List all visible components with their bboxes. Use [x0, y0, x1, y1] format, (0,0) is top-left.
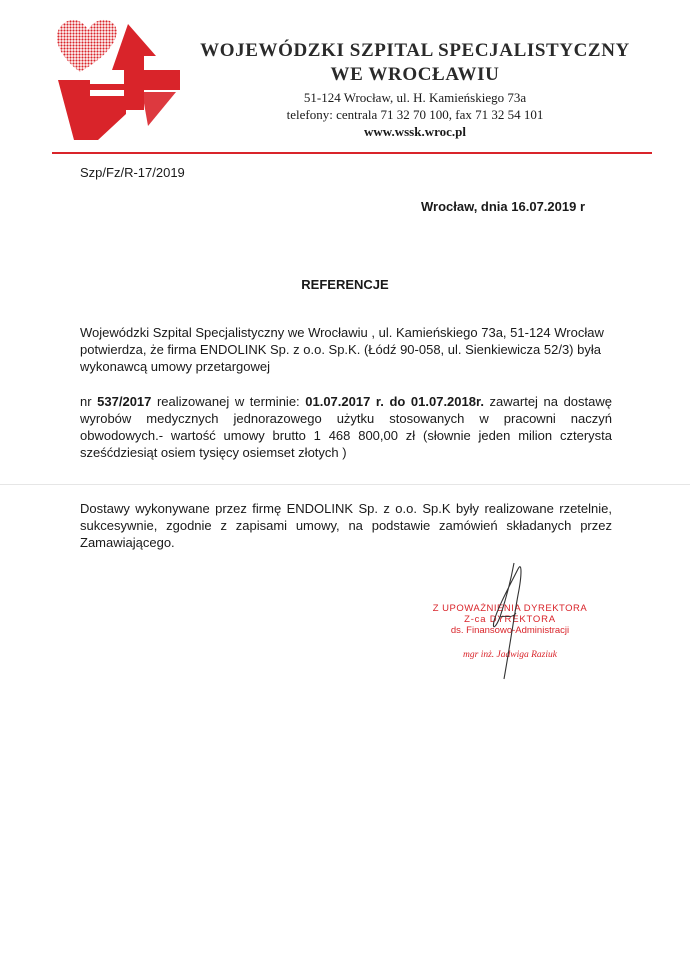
- stamp-line-3: ds. Finansowo-Administracji: [450, 625, 570, 636]
- stamp-line-1: Z UPOWAŻNIENIA DYREKTORA: [432, 603, 588, 614]
- contract-period: 01.07.2017 r. do 01.07.2018r.: [305, 394, 484, 409]
- p2-text-c: zawartej na dostawę wyrobów medycznych jednorazowego użytku stosowanych w pracowni naczyń obwodowych.- wartość umowy brutto 1 468 800,00 zł (słownie jeden milion czterysta sześćdziesiąt osiem tysięcy osiemset złotych ): [80, 394, 612, 460]
- body-paragraph-2: [80, 393, 612, 461]
- paper-fold-line: [0, 484, 690, 485]
- contract-number: 537/2017: [97, 394, 152, 409]
- body-paragraph-3: Dostawy wykonywane przez firmę ENDOLINK Sp. z o.o. Sp.K były realizowane rzetelnie, sukcesywnie, zgodnie z zapisami umowy, na podstawie zamówień składanych przez Zamawiającego.: [80, 501, 612, 550]
- hospital-website: www.wssk.wroc.pl: [364, 124, 466, 139]
- reference-number: Szp/Fz/R-17/2019: [80, 165, 185, 180]
- p2-text-b: realizowanej w terminie:: [151, 394, 306, 409]
- place-and-date: Wrocław, dnia 16.07.2019 r: [420, 199, 585, 214]
- body-paragraph-1: Wojewódzki Szpital Specjalistyczny we Wrocławiu , ul. Kamieńskiego 73a, 51-124 Wrocław potwierdza, że firma ENDOLINK Sp. z o.o. Sp.K. (Łódź 90-058, ul. Sienkiewicza 52/3) była wykonawcą umowy przetargowej: [80, 325, 604, 374]
- p2-text-a: nr: [80, 394, 98, 409]
- stamp-line-2: Z-ca DYREKTORA: [464, 614, 556, 625]
- hospital-phones: telefony: centrala 71 32 70 100, fax 71 32 54 101: [286, 107, 544, 122]
- signatory-name: mgr inż. Jadwiga Raziuk: [463, 650, 557, 660]
- hospital-address: 51-124 Wrocław, ul. H. Kamieńskiego 73a: [303, 90, 527, 105]
- hospital-name-line1: WOJEWÓDZKI SZPITAL SPECJALISTYCZNY: [200, 40, 630, 61]
- hospital-name-line2: WE WROCŁAWIU: [330, 64, 500, 85]
- letterhead-divider: [52, 152, 652, 154]
- handwritten-signature-icon: [470, 555, 550, 685]
- hospital-logo-icon: [48, 14, 184, 146]
- document-title: REFERENCJE: [301, 277, 389, 292]
